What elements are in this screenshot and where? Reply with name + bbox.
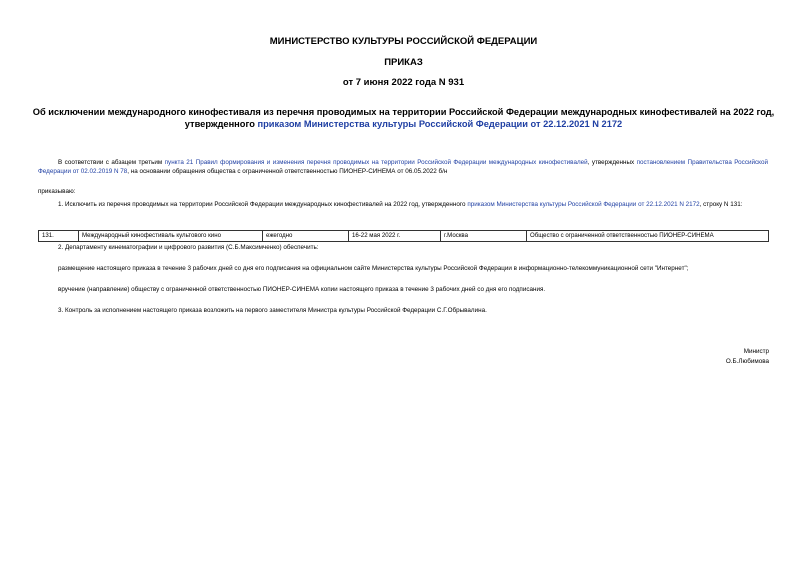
festival-table: [38, 230, 769, 242]
intro-text-start: В соответствии с абзацем третьим: [58, 159, 165, 166]
ministry-heading: МИНИСТЕРСТВО КУЛЬТУРЫ РОССИЙСКОЙ ФЕДЕРАЦИИ: [269, 36, 538, 47]
item1-text-end: , строку N 131:: [699, 201, 743, 208]
cell-number: 131.: [39, 231, 79, 242]
item1-order-link[interactable]: приказом Министерства культуры Российской Федерации от 22.12.2021 N 2172: [467, 201, 700, 208]
order-word: приказываю:: [38, 188, 76, 195]
cell-frequency: ежегодно: [263, 231, 349, 242]
title-line-2: [0, 118, 807, 130]
cell-organizer: Общество с ограниченной ответственностью ПИОНЕР-СИНЕМА: [527, 231, 769, 242]
item1-text-start: 1. Исключить из перечня проводимых на территории Российской Федерации международных кинофестивалей на 2022 год, утвержденного: [58, 201, 468, 208]
intro-text-end: , на основании обращения общества с ограниченной ответственностью ПИОНЕР-СИНЕМА от 06.05.2022 б/н: [127, 168, 448, 175]
title-order-link[interactable]: приказом Министерства культуры Российской Федерации от 22.12.2021 N 2172: [257, 119, 623, 129]
title-line-1: Об исключении международного кинофестиваля из перечня проводимых на территории Российской Федерации международных кинофестивалей на 2022 год,: [32, 107, 775, 117]
document-title: [0, 106, 807, 130]
order-item-2a: размещение настоящего приказа в течение 3 рабочих дней со дня его подписания на официальном сайте Министерства культуры Российской Федерации в информационно-телекоммуникационной сети "Интернет";: [58, 265, 689, 272]
order-item-2b: вручение (направление) обществу с ограниченной ответственностью ПИОНЕР-СИНЕМА копии настоящего приказа в течение 3 рабочих дней со дня его подписания.: [58, 286, 546, 293]
order-item-3: 3. Контроль за исполнением настоящего приказа возложить на первого заместителя Министра культуры Российской Федерации С.Г.Обрывалина.: [58, 307, 487, 314]
doc-type-heading: ПРИКАЗ: [384, 57, 423, 68]
order-item-2: 2. Департаменту кинематографии и цифрового развития (С.Б.Максимченко) обеспечить:: [58, 244, 319, 251]
cell-city: г.Москва: [441, 231, 527, 242]
order-item-1: [38, 200, 768, 209]
signature-name: О.Б.Любимова: [725, 358, 769, 365]
cell-festival-name: Международный кинофестиваль культового кино: [79, 231, 263, 242]
title-line-2-prefix: утвержденного: [184, 119, 258, 129]
rules-link[interactable]: пункта 21 Правил формирования и изменения перечня проводимых на территории Российской Федерации международных кинофестивалей: [164, 159, 588, 166]
intro-paragraph: [38, 158, 768, 176]
government-decree-link[interactable]: постановлением Правительства Российской Федерации от 02.02.2019 N 78: [38, 159, 768, 175]
intro-text-mid: , утвержденных: [587, 159, 637, 166]
date-number-heading: от 7 июня 2022 года N 931: [342, 77, 465, 88]
table-row: [39, 231, 769, 242]
signature-position: Министр: [743, 348, 769, 355]
cell-dates: 16-22 мая 2022 г.: [349, 231, 441, 242]
